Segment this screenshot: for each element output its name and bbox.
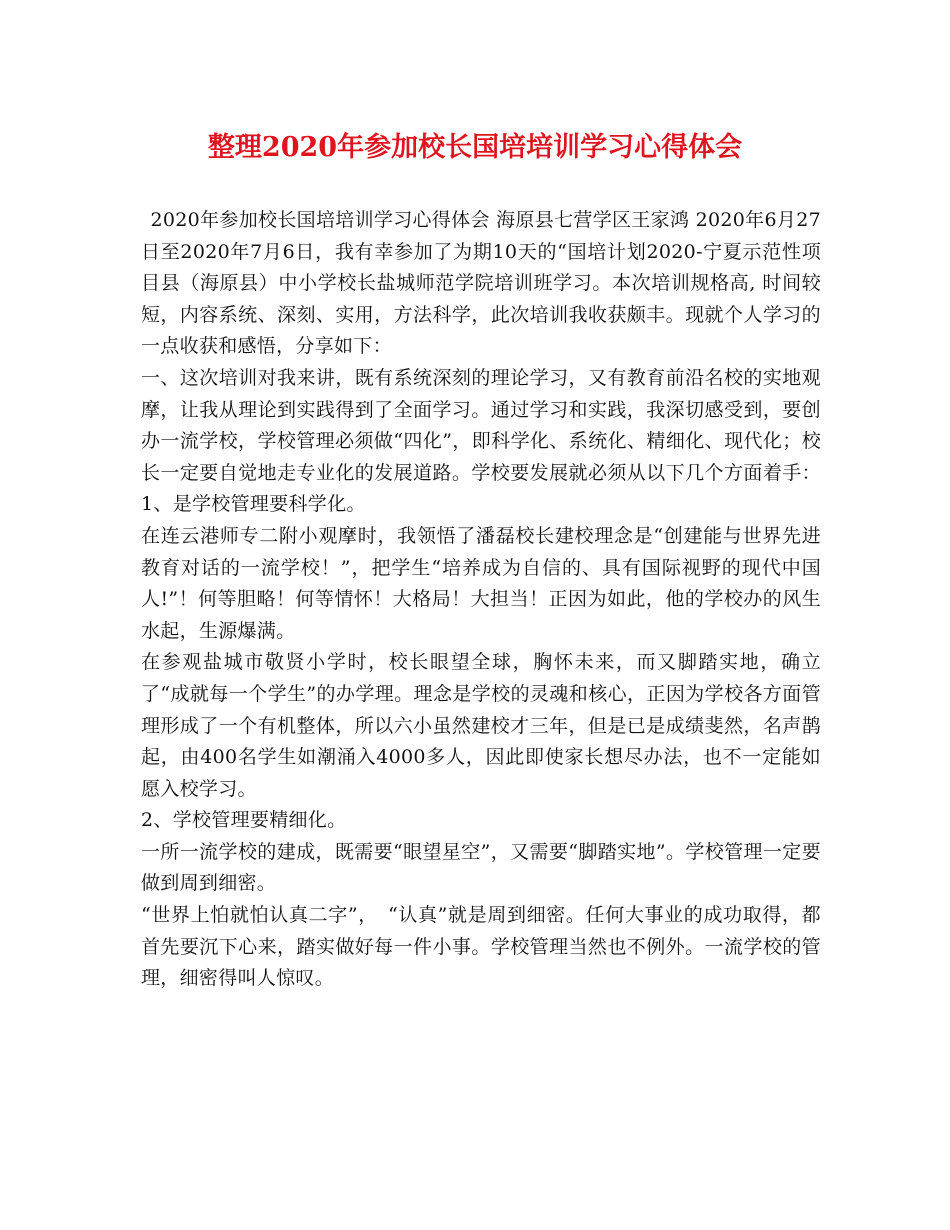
paragraph-intro: 2020年参加校长国培培训学习心得体会 海原县七营学区王家鸿 2020年6月27日至2020年7月6日，我有幸参加了为期10天的“国培计划2020-宁夏示范性项目县（海原县）中小学校长盐城师范学院培训班学习。本次培训规格高, 时间较短，内容系统、深刻、实用，方法科学，此次培训我收获颇丰。现就个人学习的一点收获和感悟，分享如下： xyxy=(141,209,821,358)
paragraph-lianyungang: 在连云港师专二附小观摩时，我领悟了潘磊校长建校理念是“创建能与世界先进教育对话的一流学校！”，把学生“培养成为自信的、具有国际视野的现代中国人!”！何等胆略！何等情怀！大格局！大担当！正因为如此，他的学校办的风生水起，生源爆满。 xyxy=(141,524,821,642)
paragraph-first-class-school: 一所一流学校的建成，既需要“眼望星空”，又需要“脚踏实地”。学校管理一定要做到周到细密。 xyxy=(141,840,821,895)
paragraph-seriousness: “世界上怕就怕认真二字”， “认真”就是周到细密。任何大事业的成功取得，都首先要沉下心来，踏实做好每一件小事。学校管理当然也不例外。一流学校的管理，细密得叫人惊叹。 xyxy=(141,904,821,990)
document-title: 整理2020年参加校长国培培训学习心得体会 xyxy=(207,132,743,163)
paragraph-heading-two: 2、学校管理要精细化。 xyxy=(141,809,347,832)
paragraph-section-one: 一、这次培训对我来讲，既有系统深刻的理论学习，又有教育前沿名校的实地观摩，让我从理论到实践得到了全面学习。通过学习和实践，我深切感受到，要创办一流学校，学校管理必须做“四化”，即科学化、系统化、精细化、现代化；校长一定要自觉地走专业化的发展道路。学校要发展就必须从以下几个方面着手： 1、是学校管理要科学化。 xyxy=(141,366,821,516)
paragraph-yancheng: 在参观盐城市敬贤小学时，校长眼望全球，胸怀未来，而又脚踏实地，确立了“成就每一个学生”的办学理。理念是学校的灵魂和核心，正因为学校各方面管理形成了一个有机整体，所以六小虽然建校才三年，但是已是成绩斐然，名声鹊起，由400名学生如潮涌入4000多人，因此即使家长想尽办法，也不一定能如愿入校学习。 xyxy=(141,651,821,800)
document-body xyxy=(141,205,821,995)
